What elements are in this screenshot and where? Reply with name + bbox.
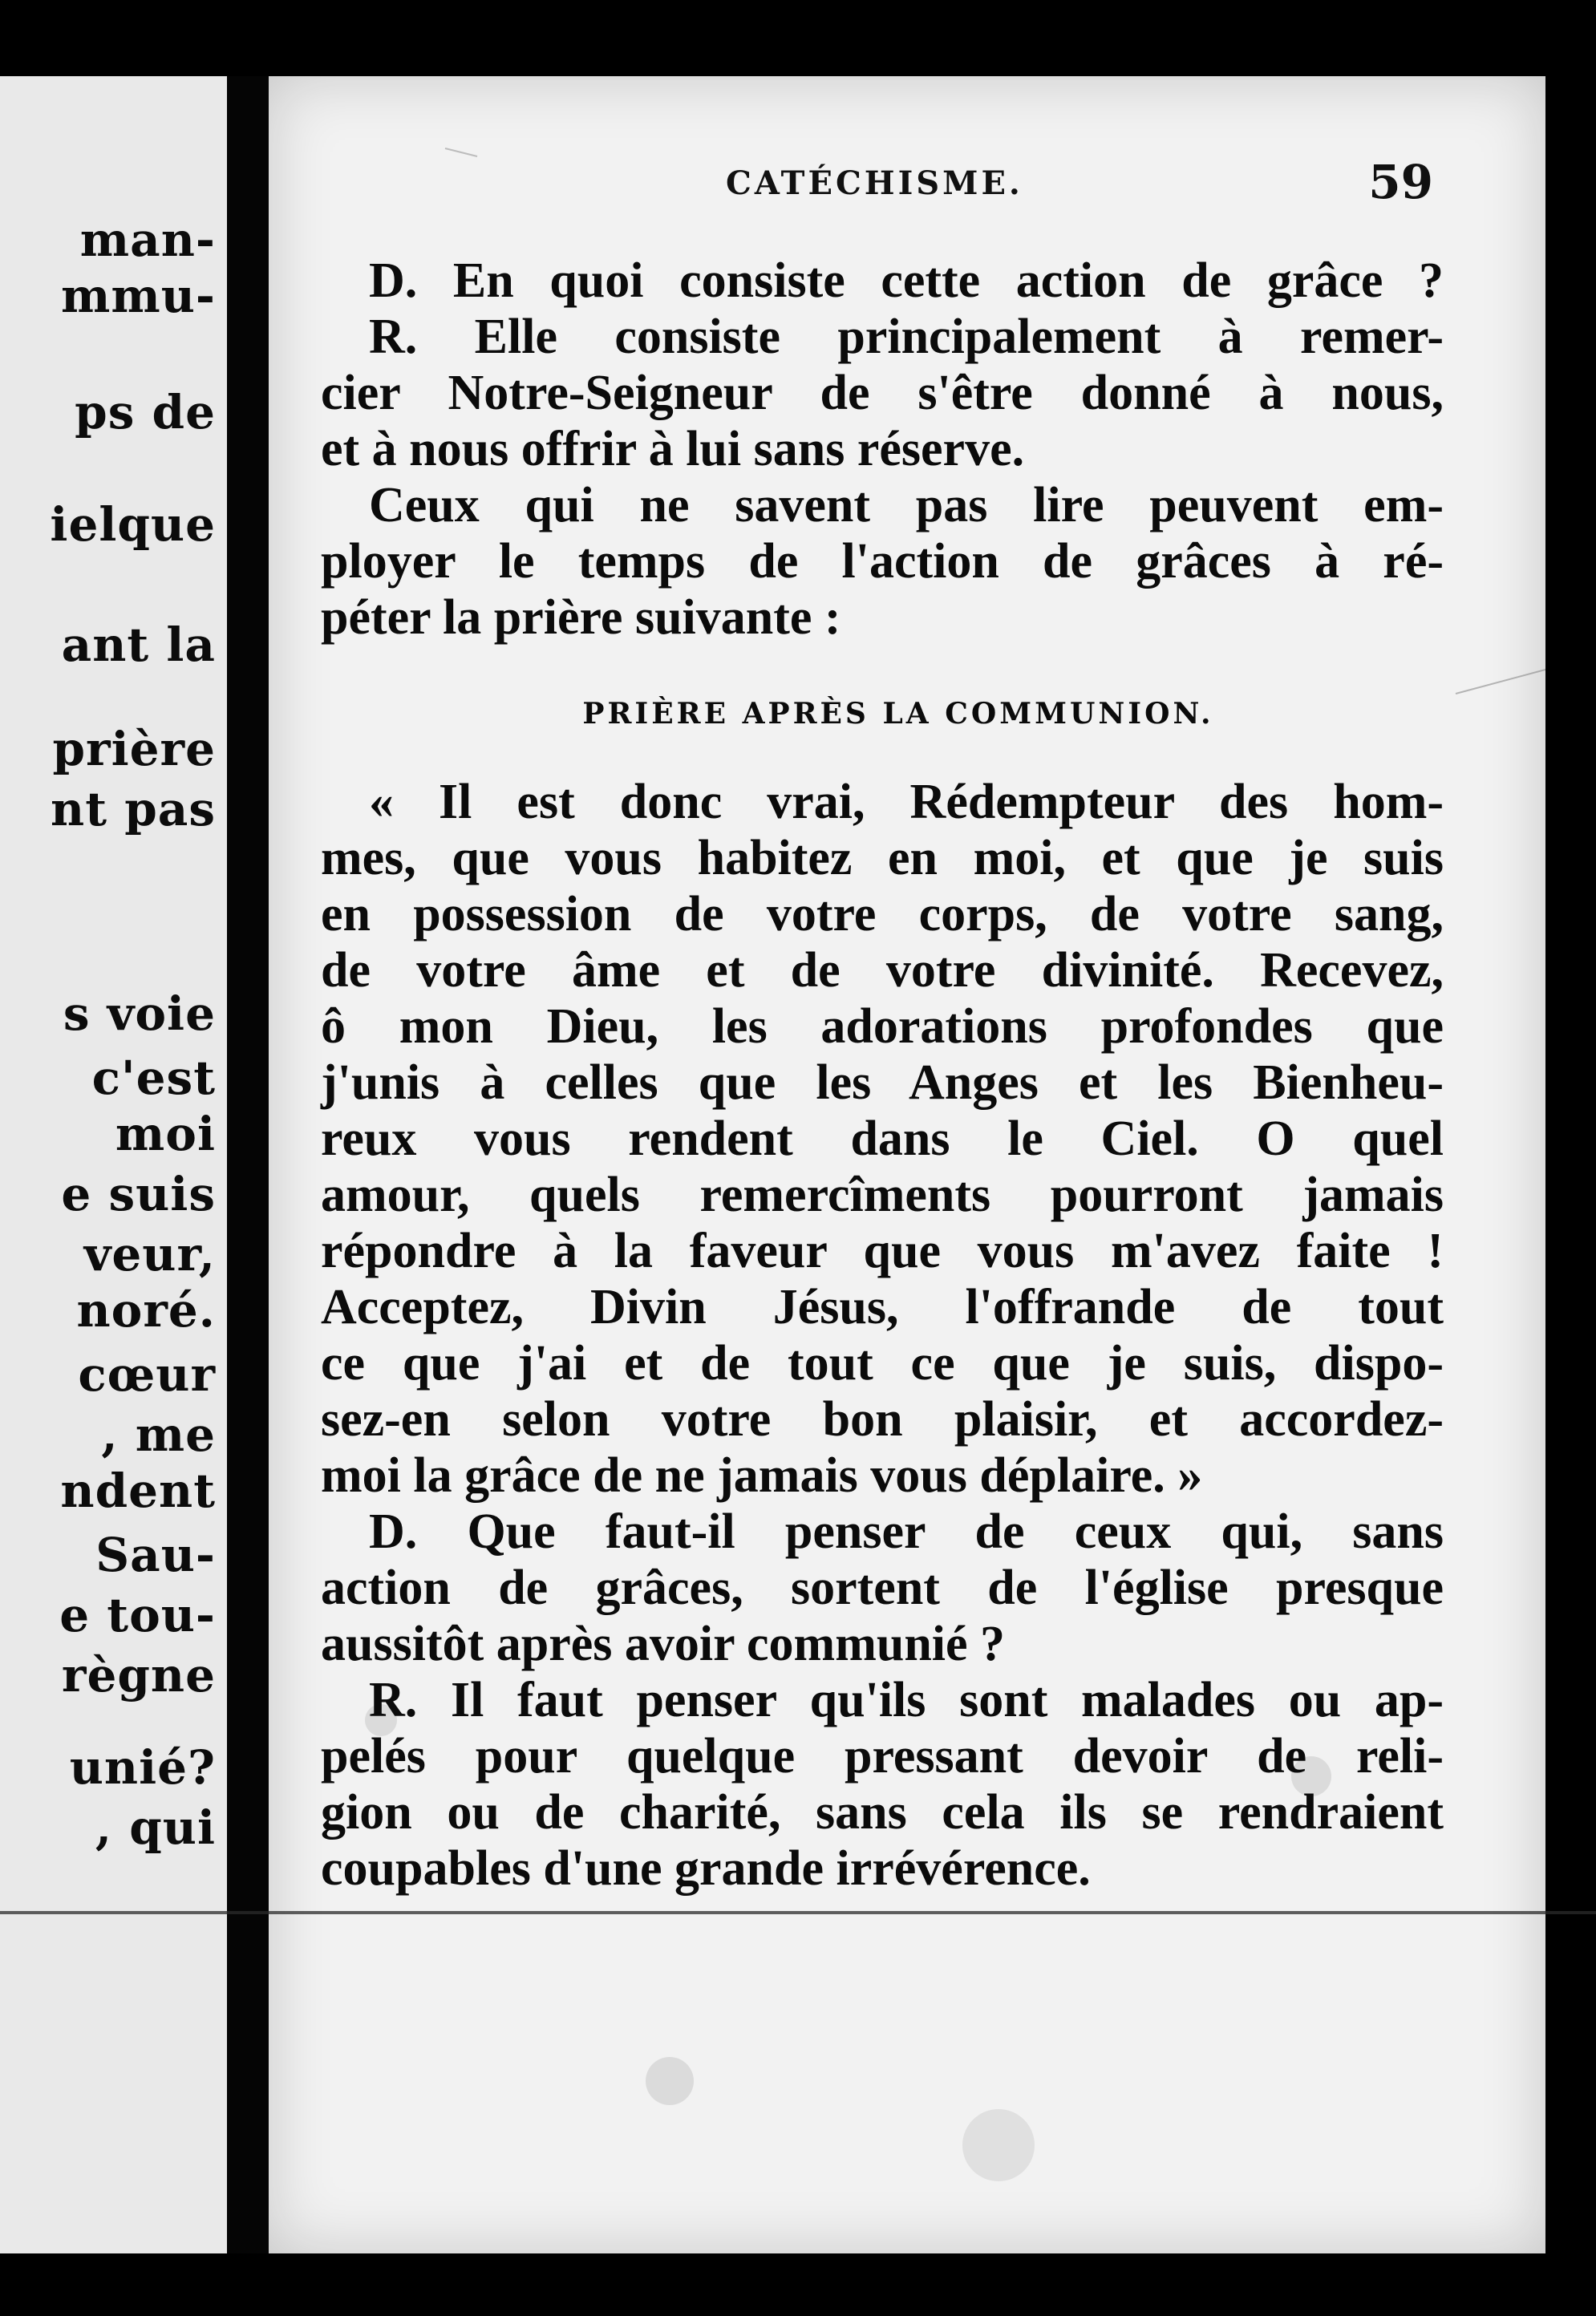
facing-page-line: règne (61, 1648, 216, 1703)
text-line: ce que j'ai et de tout ce que je suis, dispo- (321, 1336, 1444, 1391)
main-page (269, 76, 1545, 2253)
facing-page (0, 76, 229, 2253)
paragraph-prayer (321, 774, 1444, 1504)
page-number: 59 (1368, 155, 1433, 209)
text-line: répondre à la faveur que vous m'avez faite ! (321, 1224, 1444, 1278)
facing-page-line: , me (101, 1407, 216, 1462)
text-line: ployer le temps de l'action de grâces à ré- (321, 534, 1444, 589)
book-gutter (227, 76, 269, 2253)
scan-artifact-line (0, 1911, 1596, 1914)
paragraph-question-answer-1 (321, 253, 1444, 477)
facing-page-line: ant la (61, 617, 216, 672)
facing-page-line: nt pas (51, 782, 216, 836)
facing-page-line: ielque (50, 497, 216, 552)
facing-page-line: noré. (76, 1283, 216, 1338)
facing-page-line: veur, (83, 1227, 216, 1281)
text-line: coupables d'une grande irrévérence. (321, 1841, 1091, 1896)
facing-page-line: Sau- (95, 1528, 216, 1582)
body-text (321, 253, 1444, 1897)
facing-page-line: , qui (95, 1800, 216, 1855)
facing-page-text (0, 76, 227, 2253)
text-line: Ceux qui ne savent pas lire peuvent em- (369, 478, 1444, 532)
facing-page-line: mmu- (61, 269, 216, 323)
paragraph-question-2 (321, 1504, 1444, 1672)
text-line: moi la grâce de ne jamais vous déplaire. » (321, 1448, 1203, 1503)
text-line: amour, quels remercîments pourront jamais (321, 1168, 1444, 1222)
facing-page-line: prière (52, 722, 216, 776)
running-head (269, 155, 1545, 221)
text-line: péter la prière suivante : (321, 590, 841, 645)
facing-page-line: c'est (91, 1051, 216, 1105)
running-title: CATÉCHISME. (726, 164, 1023, 202)
facing-page-line: moi (115, 1107, 216, 1161)
facing-page-line: cœur (78, 1347, 216, 1402)
facing-page-line: e tou- (59, 1588, 216, 1642)
text-line: action de grâces, sortent de l'église presque (321, 1561, 1444, 1615)
facing-page-line: ndent (60, 1464, 216, 1518)
section-heading: PRIÈRE APRÈS LA COMMUNION. (582, 697, 1214, 731)
text-line: cier Notre-Seigneur de s'être donné à nous, (321, 366, 1444, 420)
text-line: de votre âme et de votre divinité. Recevez, (321, 943, 1444, 998)
text-line: R. Elle consiste principalement à remer- (369, 310, 1444, 364)
facing-page-line: unié? (69, 1740, 216, 1795)
text-line: aussitôt après avoir communié ? (321, 1617, 1006, 1671)
text-line: pelés pour quelque pressant devoir de reli- (321, 1729, 1444, 1784)
text-line: sez-en selon votre bon plaisir, et accordez- (321, 1392, 1444, 1447)
paragraph-instruction (321, 477, 1444, 646)
text-line: gion ou de charité, sans cela ils se rendraient (321, 1785, 1444, 1840)
facing-page-line: e suis (61, 1167, 216, 1221)
text-line: « Il est donc vrai, Rédempteur des hom- (369, 775, 1444, 829)
text-line: D. En quoi consiste cette action de grâce ? (369, 253, 1444, 308)
facing-page-line: ps de (75, 385, 216, 439)
text-line: en possession de votre corps, de votre sang, (321, 887, 1444, 941)
text-line: D. Que faut-il penser de ceux qui, sans (369, 1504, 1444, 1559)
text-line: mes, que vous habitez en moi, et que je suis (321, 831, 1444, 885)
facing-page-line: man- (79, 213, 216, 267)
text-line: j'unis à celles que les Anges et les Bienheu- (321, 1055, 1444, 1110)
text-line: Acceptez, Divin Jésus, l'offrande de tout (321, 1280, 1444, 1334)
text-line: R. Il faut penser qu'ils sont malades ou ap- (369, 1673, 1444, 1727)
paragraph-answer-2 (321, 1672, 1444, 1897)
text-line: ô mon Dieu, les adorations profondes que (321, 999, 1444, 1054)
text-line: et à nous offrir à lui sans réserve. (321, 422, 1025, 476)
facing-page-line: s voie (63, 986, 216, 1041)
text-line: reux vous rendent dans le Ciel. O quel (321, 1111, 1444, 1166)
